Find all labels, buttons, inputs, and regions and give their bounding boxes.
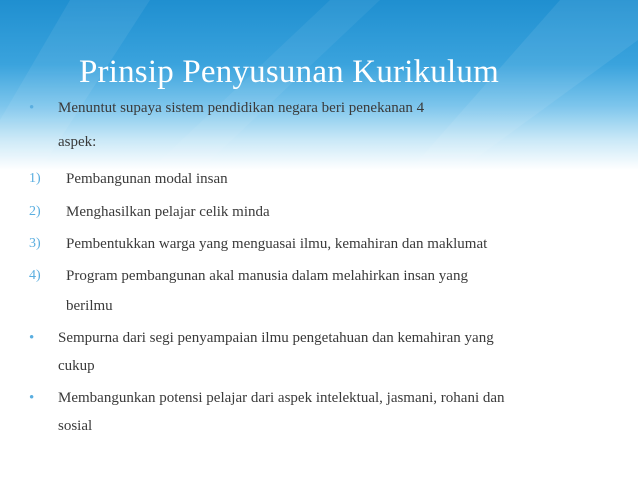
bullet-marker: •	[29, 390, 35, 406]
numbered-text: Menghasilkan pelajar celik minda	[66, 204, 270, 220]
number-marker: 4)	[29, 268, 41, 283]
numbered-text: Pembangunan modal insan	[66, 171, 228, 187]
bullet-text: Membangunkan potensi pelajar dari aspek intelektual, jasmani, rohani dan	[58, 390, 505, 406]
numbered-text: berilmu	[66, 298, 113, 314]
bullet-marker: •	[29, 100, 35, 116]
numbered-text: Program pembangunan akal manusia dalam melahirkan insan yang	[66, 268, 468, 284]
numbered-text: Pembentukkan warga yang menguasai ilmu, kemahiran dan maklumat	[66, 236, 488, 252]
bullet-text: cukup	[58, 358, 95, 374]
bullet-text: aspek:	[58, 134, 97, 150]
bullet-text: Sempurna dari segi penyampaian ilmu pengetahuan dan kemahiran yang	[58, 330, 494, 346]
number-marker: 1)	[29, 171, 41, 186]
bullet-text: Menuntut supaya sistem pendidikan negara beri penekanan 4	[58, 100, 425, 116]
slide-title: Prinsip Penyusunan Kurikulum	[79, 54, 499, 90]
bullet-text: sosial	[58, 418, 93, 434]
bullet-marker: •	[29, 330, 35, 346]
number-marker: 3)	[29, 236, 41, 251]
number-marker: 2)	[29, 204, 41, 219]
